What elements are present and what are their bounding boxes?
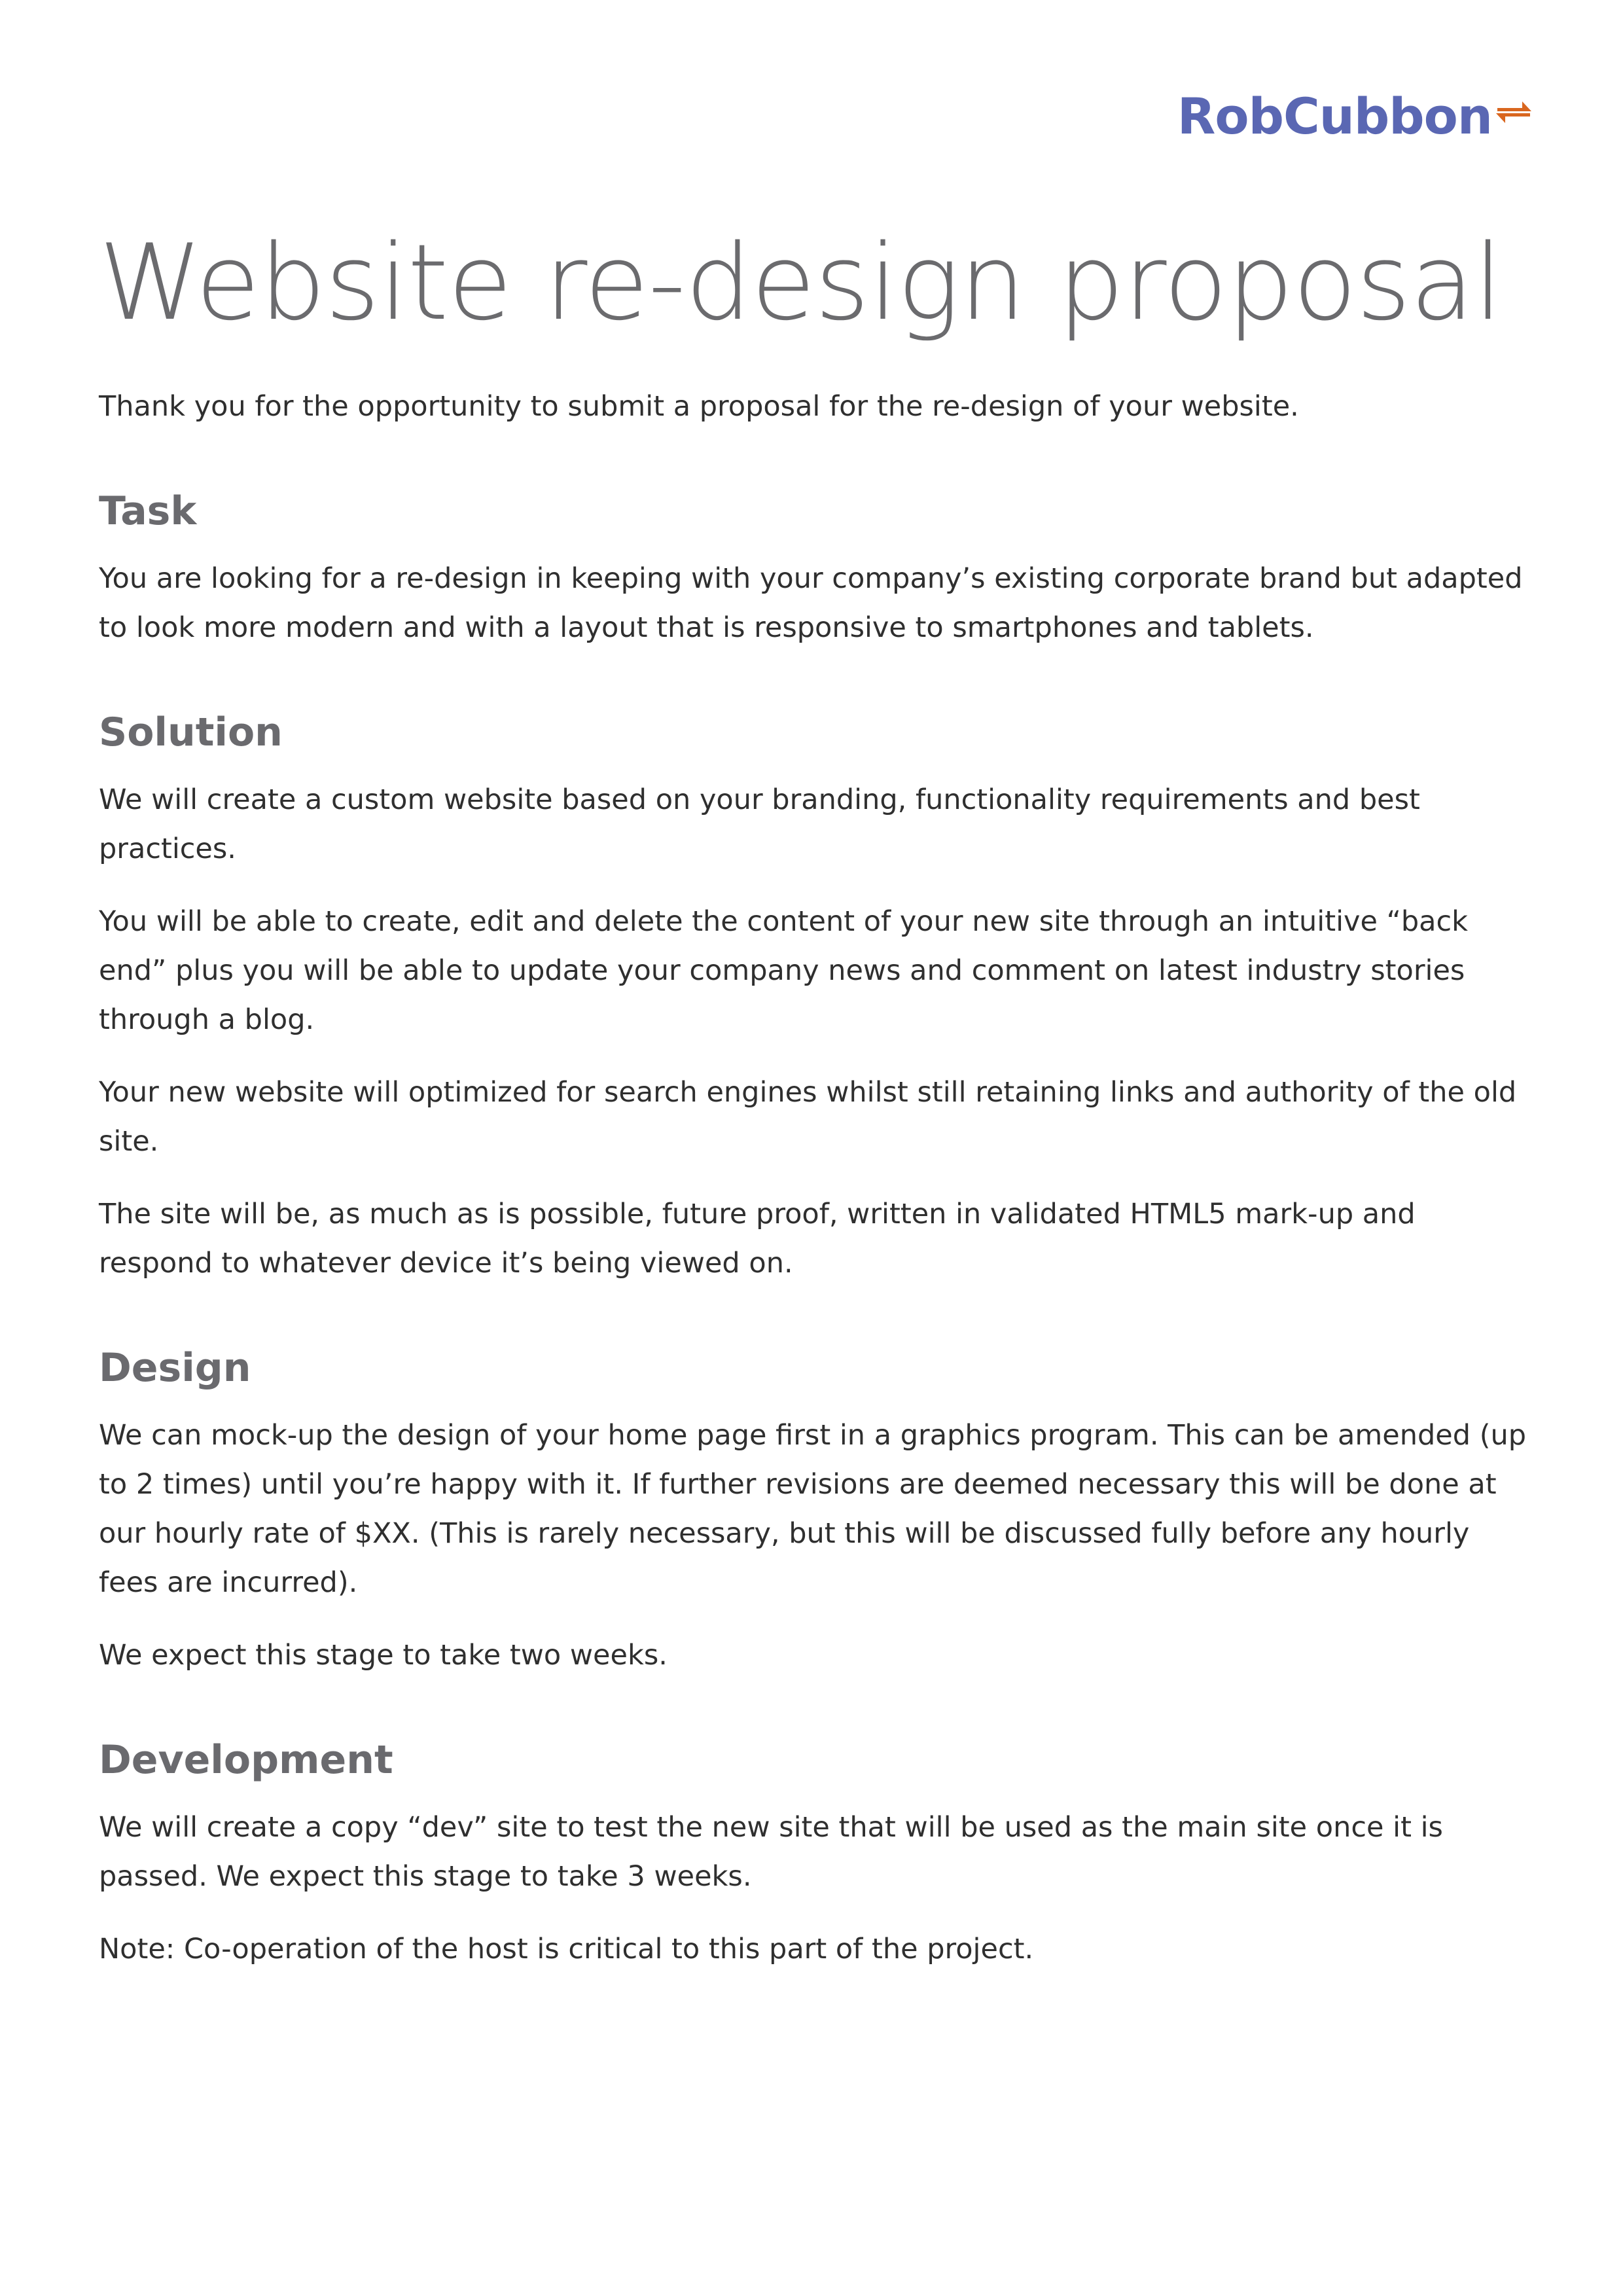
design-paragraph: We expect this stage to take two weeks. <box>99 1639 668 1672</box>
development-paragraph: We will create a copy “dev” site to test the new site that will be used as the main site once it is passed. We expect this stage to take 3 weeks. <box>99 1811 1443 1893</box>
task-paragraph: You are looking for a re-design in keeping with your company’s existing corporate brand but adapted to look more modern and with a layout that is responsive to smartphones and tablets. <box>99 562 1523 644</box>
brand-logo-text: RobCubbon <box>1177 87 1492 145</box>
solution-paragraph: Your new website will optimized for search engines whilst still retaining links and authority of the old site. <box>99 1076 1517 1158</box>
solution-heading: Solution <box>99 709 283 755</box>
solution-paragraph: The site will be, as much as is possible, future proof, written in validated HTML5 mark-up and respond to whatever device it’s being viewed on. <box>99 1198 1416 1280</box>
design-paragraph: We can mock-up the design of your home page first in a graphics program. This can be amended (up to 2 times) until you’re happy with it. If further revisions are deemed necessary this will be done at our hourly rate of $XX. (This is rarely necessary, but this will be discussed fully before any hourly fees are incurred). <box>99 1419 1527 1599</box>
task-section <box>99 488 1532 653</box>
intro-paragraph: Thank you for the opportunity to submit a proposal for the re-design of your website. <box>99 390 1299 423</box>
development-section <box>99 1736 1532 1974</box>
document-body <box>99 223 1532 1974</box>
solution-section <box>99 709 1532 1288</box>
development-heading: Development <box>99 1737 393 1783</box>
design-heading: Design <box>99 1345 251 1391</box>
solution-paragraph: You will be able to create, edit and delete the content of your new site through an intuitive “back end” plus you will be able to update your company news and comment on latest industry stories through a blog. <box>99 905 1469 1036</box>
exchange-arrows-icon <box>1495 98 1533 130</box>
design-section <box>99 1344 1532 1680</box>
task-heading: Task <box>99 488 197 534</box>
page-title: Website re-design proposal <box>99 221 1503 344</box>
solution-paragraph: We will create a custom website based on your branding, functionality requirements and best practices. <box>99 783 1420 865</box>
brand-logo <box>1177 87 1533 145</box>
development-paragraph: Note: Co-operation of the host is critical to this part of the project. <box>99 1933 1034 1965</box>
